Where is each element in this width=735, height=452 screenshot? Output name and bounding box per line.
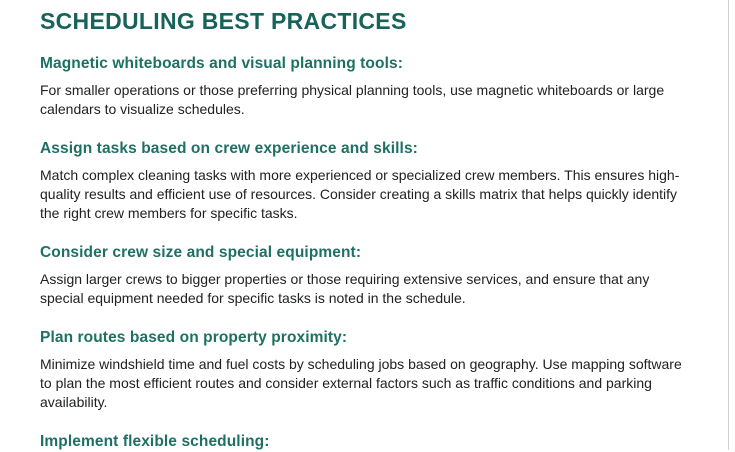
section-heading: Implement flexible scheduling: xyxy=(40,433,270,450)
section-body: Match complex cleaning tasks with more experienced or specialized crew members. This ensures high-quality results and efficient use of resources. Consider creating a skills matrix that helps quickly identify the right crew members for specific tasks. xyxy=(40,167,680,221)
section-crew-size xyxy=(40,243,692,308)
section-body: Minimize windshield time and fuel costs by scheduling jobs based on geography. Use mapping software to plan the most efficient routes and consider external factors such as traffic conditions and parking availability. xyxy=(40,356,682,410)
page-title: SCHEDULING BEST PRACTICES xyxy=(40,8,407,34)
section-flexible-scheduling xyxy=(40,432,692,452)
section-body: Assign larger crews to bigger properties or those requiring extensive services, and ensure that any special equipment needed for specific tasks is noted in the schedule. xyxy=(40,271,650,306)
section-body: For smaller operations or those preferring physical planning tools, use magnetic whiteboards or large calendars to visualize schedules. xyxy=(40,82,665,117)
section-heading: Assign tasks based on crew experience and skills: xyxy=(40,140,418,157)
section-heading: Magnetic whiteboards and visual planning tools: xyxy=(40,55,403,72)
section-heading: Plan routes based on property proximity: xyxy=(40,329,348,346)
page-right-border xyxy=(728,0,729,450)
section-plan-routes xyxy=(40,328,692,412)
section-magnetic-whiteboards xyxy=(40,54,692,119)
section-heading: Consider crew size and special equipment: xyxy=(40,244,362,261)
section-assign-tasks xyxy=(40,139,692,223)
